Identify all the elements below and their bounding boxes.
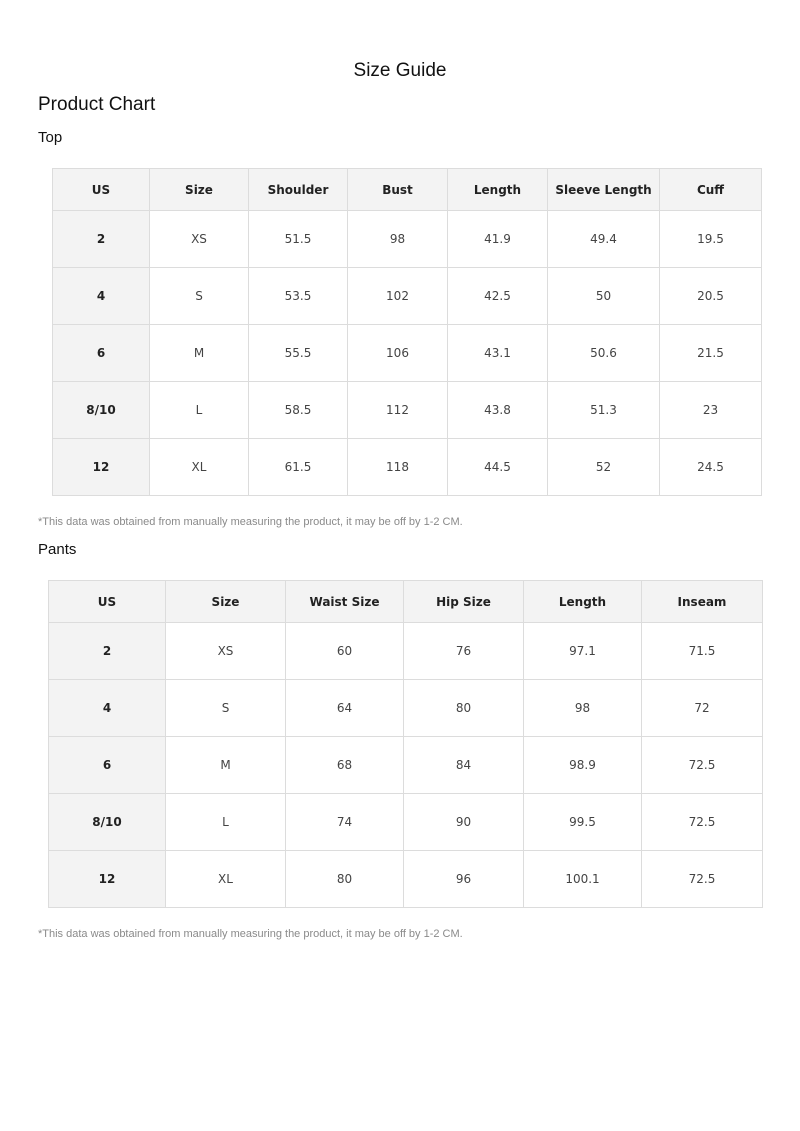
table-cell: 6 (49, 737, 166, 794)
table-cell: 118 (348, 439, 448, 496)
column-header: Length (524, 581, 642, 623)
table-cell: 80 (404, 680, 524, 737)
column-header: Size (166, 581, 286, 623)
table-cell: 53.5 (249, 268, 348, 325)
pants-chart-title: Pants (38, 541, 77, 558)
table-cell: XL (150, 439, 249, 496)
table-cell: 90 (404, 794, 524, 851)
column-header: Cuff (660, 169, 762, 211)
table-row (49, 623, 763, 680)
table-cell: L (166, 794, 286, 851)
table-cell: S (166, 680, 286, 737)
table-cell: 80 (286, 851, 404, 908)
column-header: Bust (348, 169, 448, 211)
table-cell: 74 (286, 794, 404, 851)
table-cell: 4 (49, 680, 166, 737)
table-row (49, 680, 763, 737)
table-cell: 21.5 (660, 325, 762, 382)
table-cell: 68 (286, 737, 404, 794)
table-cell: XS (166, 623, 286, 680)
table-cell: 42.5 (448, 268, 548, 325)
table-cell: 98 (524, 680, 642, 737)
column-header: Inseam (642, 581, 763, 623)
table-cell: 60 (286, 623, 404, 680)
table-cell: 51.5 (249, 211, 348, 268)
table-cell: 58.5 (249, 382, 348, 439)
table-cell: M (166, 737, 286, 794)
table-cell: 96 (404, 851, 524, 908)
table-cell: XS (150, 211, 249, 268)
table-row (53, 268, 762, 325)
table-row (49, 737, 763, 794)
table-cell: 24.5 (660, 439, 762, 496)
column-header: Waist Size (286, 581, 404, 623)
table-cell: 51.3 (548, 382, 660, 439)
table-row (53, 382, 762, 439)
table-cell: M (150, 325, 249, 382)
table-cell: 106 (348, 325, 448, 382)
table-cell: 72.5 (642, 851, 763, 908)
column-header: US (53, 169, 150, 211)
table-header-row (53, 169, 762, 211)
table-row (53, 211, 762, 268)
top-size-table (52, 168, 762, 496)
table-cell: 98 (348, 211, 448, 268)
table-cell: 23 (660, 382, 762, 439)
column-header: Hip Size (404, 581, 524, 623)
table-cell: 50 (548, 268, 660, 325)
table-cell: 12 (53, 439, 150, 496)
table-cell: 102 (348, 268, 448, 325)
table-cell: XL (166, 851, 286, 908)
table-cell: 72 (642, 680, 763, 737)
table-cell: 4 (53, 268, 150, 325)
table-cell: 55.5 (249, 325, 348, 382)
table-cell: 112 (348, 382, 448, 439)
column-header: Shoulder (249, 169, 348, 211)
column-header: US (49, 581, 166, 623)
table-header-row (49, 581, 763, 623)
top-measurement-note: *This data was obtained from manually measuring the product, it may be off by 1-2 CM. (38, 516, 463, 528)
table-cell: 97.1 (524, 623, 642, 680)
table-cell: 84 (404, 737, 524, 794)
table-cell: 98.9 (524, 737, 642, 794)
table-cell: 12 (49, 851, 166, 908)
table-cell: 71.5 (642, 623, 763, 680)
section-title: Product Chart (38, 94, 156, 115)
top-chart-title: Top (38, 129, 63, 146)
table-cell: 72.5 (642, 737, 763, 794)
table-cell: 100.1 (524, 851, 642, 908)
table-cell: 99.5 (524, 794, 642, 851)
table-cell: 6 (53, 325, 150, 382)
table-cell: 52 (548, 439, 660, 496)
page-title: Size Guide (353, 60, 447, 81)
table-row (49, 851, 763, 908)
table-cell: 49.4 (548, 211, 660, 268)
table-row (53, 325, 762, 382)
table-cell: 2 (49, 623, 166, 680)
table-cell: 64 (286, 680, 404, 737)
table-cell: 72.5 (642, 794, 763, 851)
pants-size-table (48, 580, 763, 908)
table-cell: 76 (404, 623, 524, 680)
table-cell: 2 (53, 211, 150, 268)
table-cell: S (150, 268, 249, 325)
table-row (49, 794, 763, 851)
column-header: Size (150, 169, 249, 211)
table-cell: 8/10 (49, 794, 166, 851)
table-cell: 20.5 (660, 268, 762, 325)
table-cell: 44.5 (448, 439, 548, 496)
table-cell: 43.8 (448, 382, 548, 439)
table-cell: 8/10 (53, 382, 150, 439)
table-row (53, 439, 762, 496)
table-cell: 61.5 (249, 439, 348, 496)
column-header: Length (448, 169, 548, 211)
table-cell: 19.5 (660, 211, 762, 268)
table-cell: 50.6 (548, 325, 660, 382)
pants-measurement-note: *This data was obtained from manually measuring the product, it may be off by 1-2 CM. (38, 928, 463, 940)
table-cell: 43.1 (448, 325, 548, 382)
table-cell: 41.9 (448, 211, 548, 268)
table-cell: L (150, 382, 249, 439)
column-header: Sleeve Length (548, 169, 660, 211)
